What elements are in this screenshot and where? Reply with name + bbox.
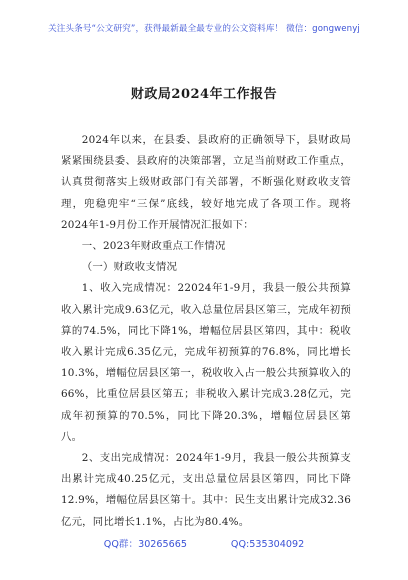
document-title: 财政局2024年工作报告	[130, 87, 278, 102]
header-banner: 关注头条号“公文研究”，获得最新最全最专业的公文资料库！ 微信：gongwenyj	[48, 24, 360, 34]
qq-contact-number: QQ:535304092	[230, 539, 305, 550]
section-heading: 一、2023年财政重点工作情况	[81, 240, 226, 253]
document-body	[61, 130, 351, 533]
footer-banner	[0, 536, 408, 550]
expenditure-paragraph: 2、支出完成情况：2024年1-9月，我县一般公共预算支出累计完成40.25亿元，支出总量位居县区第四，同比下降12.9%，增幅位居县区第十。其中：民生支出累计完成32.36亿元，同比增长1.1%，占比为80.4%。	[61, 452, 351, 528]
revenue-paragraph: 1、收入完成情况：22024年1-9月，我县一般公共预算收入累计完成9.63亿元，收入总量位居县区第三，完成年初预算的74.5%，同比下降1%，增幅位居县区第四，其中：税收收入累计完成6.35亿元，完成年初预算的76.8%，同比增长10.3%，增幅位居县区第一，税收收入占一般公共预算收入的66%，比重位居县区第五；非税收入累计完成3.28亿元，完成年初预算的70.5%，同比下降20.3%，增幅位居县区第八。	[61, 282, 351, 443]
qq-group-number: QQ群：30265665	[103, 539, 187, 550]
intro-paragraph: 2024年以来，在县委、县政府的正确领导下，县财政局紧紧围绕县委、县政府的决策部署，立足当前财政工作重点，认真贯彻落实上级财政部门有关部署，不断强化财政收支管理，兜稳兜牢“三保”底线，较好地完成了各项工作。现将2024年1-9月份工作开展情况汇报如下：	[61, 134, 351, 231]
subsection-heading: （一）财政收支情况	[81, 261, 178, 274]
